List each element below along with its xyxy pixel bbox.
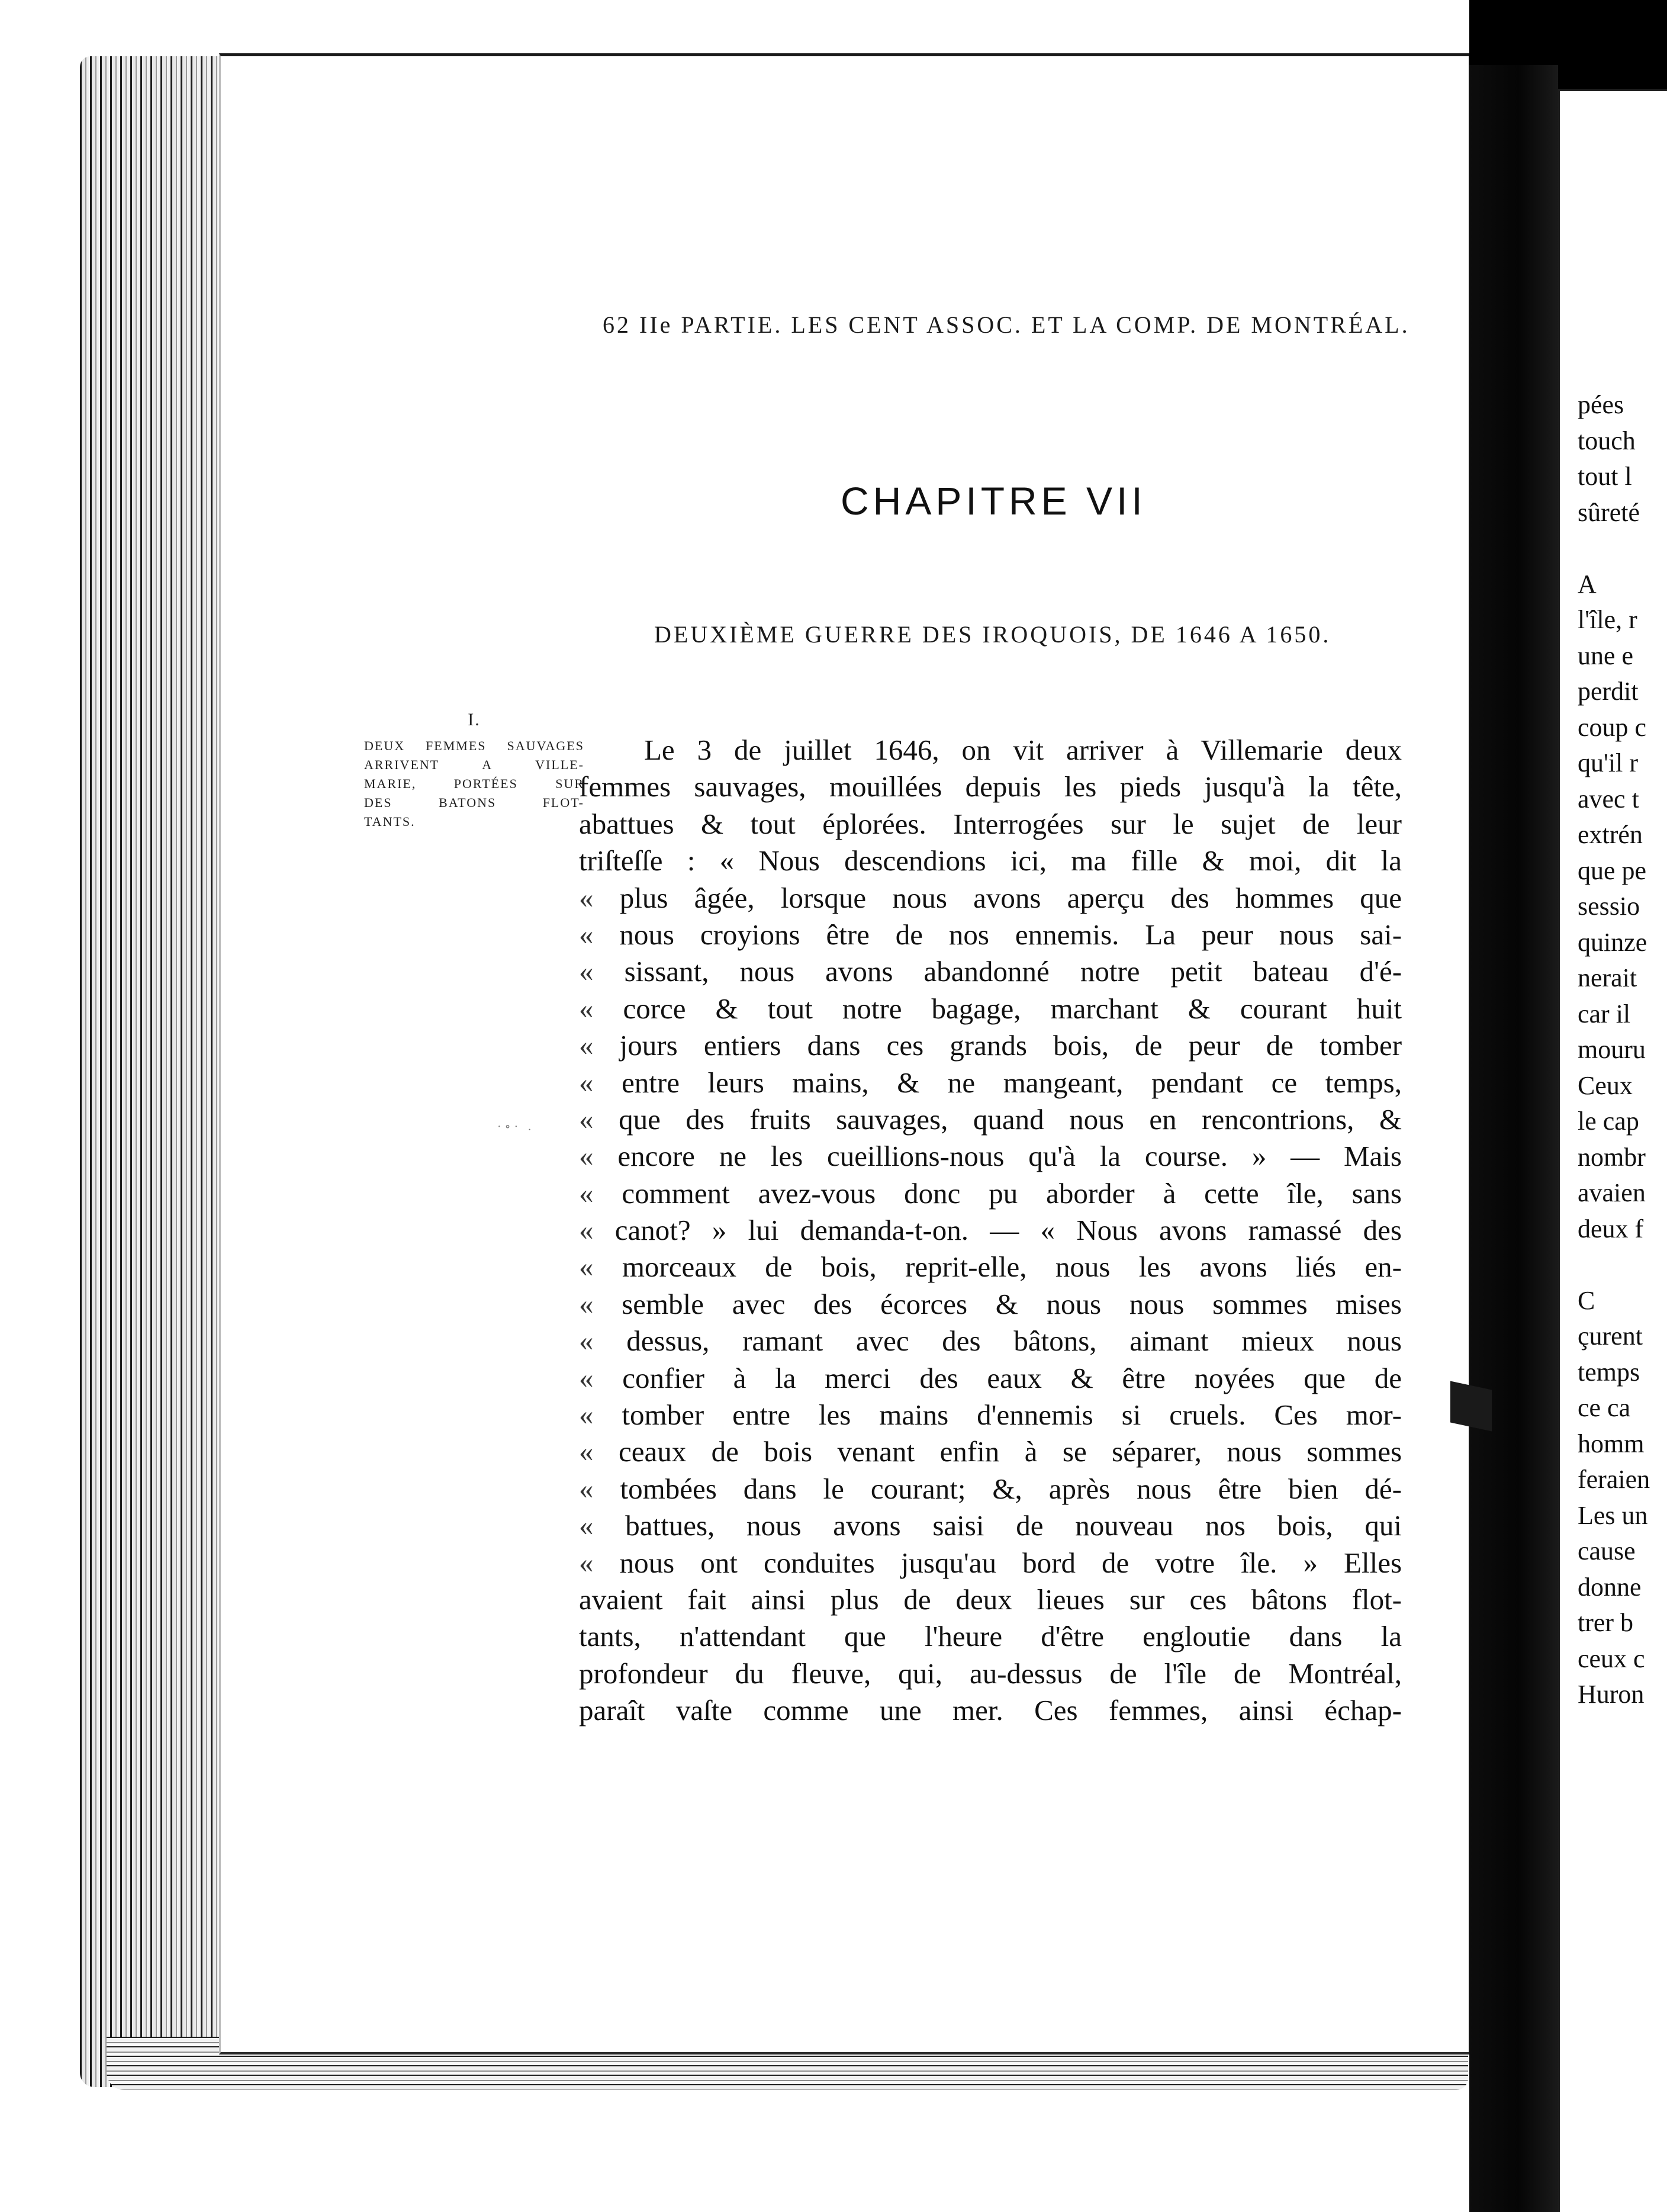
right-page-line: homm	[1578, 1429, 1645, 1458]
body-line: « sissant, nous avons abandonné notre petit bateau d'é-	[579, 953, 1402, 990]
body-line: tants, n'attendant que l'heure d'être engloutie dans la	[579, 1620, 1402, 1653]
right-page-line: C	[1578, 1285, 1595, 1315]
right-page-line: le cap	[1578, 1107, 1639, 1136]
right-page-line: l'île, r	[1578, 605, 1637, 634]
right-page-line: çurent	[1578, 1322, 1643, 1351]
right-page-line: car il	[1578, 999, 1631, 1028]
body-line: « canot? » lui demanda-t-on. — « Nous avons ramassé des	[579, 1212, 1402, 1249]
body-line: « plus âgée, lorsque nous avons aperçu des hommes que	[579, 880, 1402, 917]
right-page-line: extrén	[1578, 820, 1643, 849]
right-page-line: que pe	[1578, 856, 1647, 885]
right-page-line: avec t	[1578, 784, 1639, 814]
right-page-line: Les un	[1578, 1500, 1648, 1530]
right-page-line: deux f	[1578, 1214, 1644, 1243]
body-text	[579, 732, 1402, 1729]
body-line: « dessus, ramant avec des bâtons, aimant mieux nous	[579, 1323, 1402, 1359]
right-page-line: Huron	[1578, 1680, 1645, 1709]
margin-note-line: TANTS.	[364, 814, 416, 829]
right-page-line: temps	[1578, 1357, 1640, 1387]
body-line: profondeur du fleuve, qui, au-dessus de l'île de Montréal,	[579, 1657, 1402, 1690]
chapter-subtitle: DEUXIÈME GUERRE DES IROQUOIS, DE 1646 A 1650.	[654, 621, 1331, 648]
body-line: abattues & tout éplorées. Interrogées sur le sujet de leur	[579, 807, 1402, 840]
body-line: triſteſſe : « Nous descendions ici, ma fille & moi, dit la	[579, 844, 1402, 877]
margin-note-line: ARRIVENT A VILLE-	[364, 757, 584, 772]
right-page-line: avaien	[1578, 1178, 1646, 1207]
right-page-line: nerait	[1578, 963, 1637, 992]
right-page-line: sûreté	[1578, 497, 1640, 527]
right-page-line: touch	[1578, 426, 1636, 455]
body-line: avaient fait ainsi plus de deux lieues sur ces bâtons flot-	[579, 1583, 1402, 1616]
margin-note-line: DES BATONS FLOT-	[364, 795, 584, 810]
right-page-line: tout l	[1578, 462, 1632, 491]
body-line: « confier à la merci des eaux & être noyées que de	[579, 1360, 1402, 1397]
margin-note-line: MARIE, PORTÉES SUR	[364, 776, 584, 791]
right-page-line: donne	[1578, 1572, 1642, 1602]
running-head: 62 IIe PARTIE. LES CENT ASSOC. ET LA COMP. DE MONTRÉAL.	[603, 311, 1410, 338]
chapter-title: CHAPITRE VII	[841, 479, 1147, 523]
body-line: « battues, nous avons saisi de nouveau nos bois, qui	[579, 1507, 1402, 1544]
body-line: « jours entiers dans ces grands bois, de peur de tomber	[579, 1027, 1402, 1064]
page-gutter	[1469, 65, 1558, 2212]
body-line: « nous ont conduites jusqu'au bord de votre île. » Elles	[579, 1545, 1402, 1581]
body-line: « ceaux de bois venant enfin à se séparer, nous sommes	[579, 1433, 1402, 1470]
left-page-edges	[80, 56, 222, 2087]
right-page-line: perdit	[1578, 677, 1639, 706]
body-line: femmes sauvages, mouillées depuis les pieds jusqu'à la tête,	[579, 770, 1402, 803]
right-page-line: sessio	[1578, 892, 1640, 921]
right-page-line: quinze	[1578, 927, 1647, 957]
body-line: « que des fruits sauvages, quand nous en rencontrions, &	[579, 1101, 1402, 1138]
body-line: « semble avec des écorces & nous nous sommes mises	[579, 1286, 1402, 1323]
right-page-line: pées	[1578, 390, 1624, 419]
right-page-line: Ceux	[1578, 1070, 1633, 1100]
body-line: paraît vaſte comme une mer. Ces femmes, ainsi échap-	[579, 1694, 1402, 1727]
body-line: « nous croyions être de nos ennemis. La peur nous sai-	[579, 917, 1402, 953]
right-page-line: coup c	[1578, 712, 1647, 742]
stray-ornament-mark: ·∘· .	[497, 1120, 535, 1133]
body-line: « encore ne les cueillions-nous qu'à la course. » — Mais	[579, 1138, 1402, 1175]
right-page-line: trer b	[1578, 1608, 1634, 1637]
gutter-tab-mark	[1450, 1381, 1492, 1432]
body-line: « corce & tout notre bagage, marchant & courant huit	[579, 991, 1402, 1027]
right-page-line: ce ca	[1578, 1393, 1631, 1422]
right-page-line: ceux c	[1578, 1644, 1645, 1673]
right-page-line: nombr	[1578, 1142, 1646, 1172]
body-line: Le 3 de juillet 1646, on vit arriver à Villemarie deux	[644, 734, 1402, 766]
body-line: « comment avez-vous donc pu aborder à cette île, sans	[579, 1175, 1402, 1212]
right-page-line: qu'il r	[1578, 748, 1639, 777]
right-page-fragment	[1558, 89, 1667, 2212]
body-line: « entre leurs mains, & ne mangeant, pendant ce temps,	[579, 1065, 1402, 1101]
right-page-line: A	[1578, 569, 1597, 599]
margin-note-number: I.	[468, 710, 481, 729]
right-page-line: une e	[1578, 641, 1634, 670]
margin-note	[364, 710, 584, 831]
margin-note-line: DEUX FEMMES SAUVAGES	[364, 738, 584, 753]
right-page-line: mouru	[1578, 1035, 1646, 1064]
right-page-line: cause	[1578, 1536, 1636, 1565]
right-page-line: feraien	[1578, 1465, 1650, 1494]
body-line: « morceaux de bois, reprit-elle, nous les avons liés en-	[579, 1249, 1402, 1285]
body-line: « tomber entre les mains d'ennemis si cruels. Ces mor-	[579, 1397, 1402, 1433]
body-line: « tombées dans le courant; &, après nous être bien dé-	[579, 1471, 1402, 1507]
